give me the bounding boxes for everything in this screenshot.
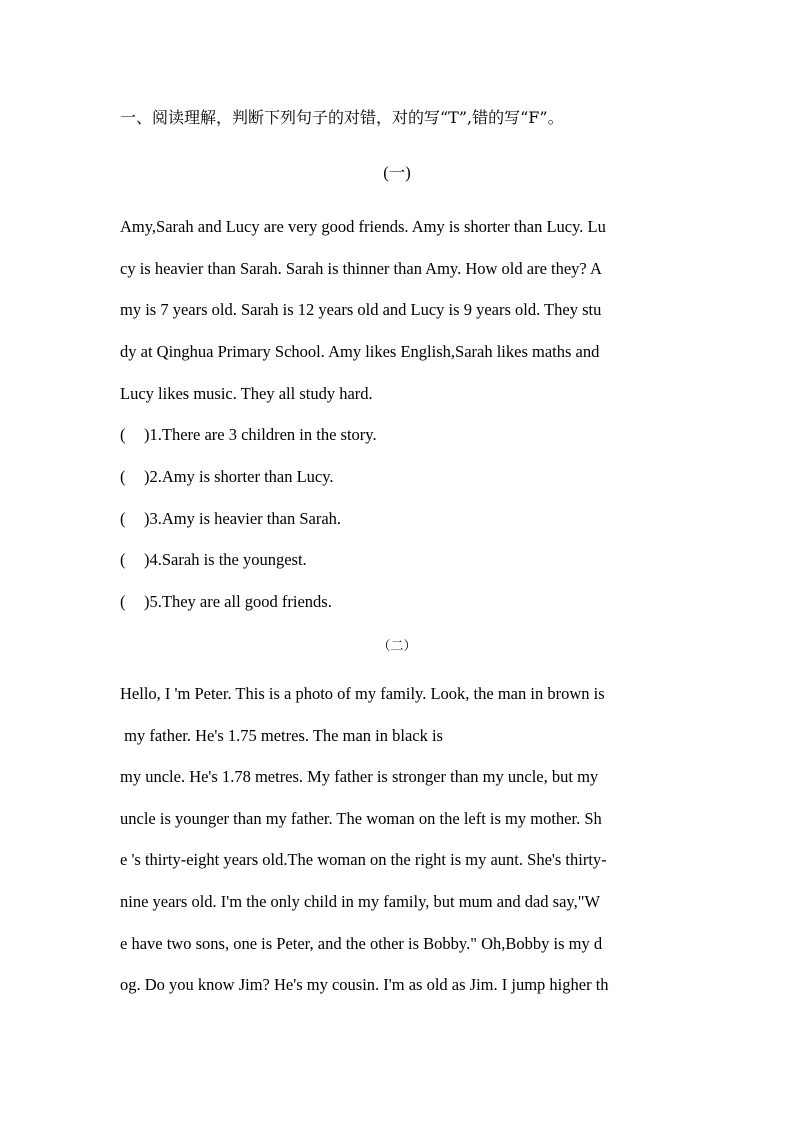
passage-one-line-1: Amy,Sarah and Lucy are very good friends. Amy is shorter than Lucy. Lu (120, 217, 606, 236)
question-5 (120, 591, 332, 613)
question-text: 5.They are all good friends. (149, 592, 332, 611)
answer-blank-close: ) (144, 592, 150, 611)
passage-two-line-6: nine years old. I'm the only child in my family, but mum and dad say,"W (120, 892, 601, 911)
part-two-label: （二） (377, 639, 417, 654)
question-text: 3.Amy is heavier than Sarah. (149, 509, 342, 528)
question-text: 2.Amy is shorter than Lucy. (149, 467, 334, 486)
answer-blank-open[interactable]: ( (120, 467, 126, 486)
passage-two-line-8: og. Do you know Jim? He's my cousin. I'm as old as Jim. I jump higher th (120, 975, 609, 994)
section-heading: 一、阅读理解，判断下列句子的对错，对的写“T”,错的写“F”。 (120, 108, 564, 127)
answer-blank-close: ) (144, 550, 150, 569)
question-4 (120, 549, 307, 571)
answer-blank-open[interactable]: ( (120, 425, 126, 444)
passage-two-line-5: e 's thirty-eight years old.The woman on the right is my aunt. She's thirty- (120, 850, 607, 869)
passage-one-line-5: Lucy likes music. They all study hard. (120, 384, 373, 403)
passage-two-line-1: Hello, I 'm Peter. This is a photo of my family. Look, the man in brown is (120, 684, 605, 703)
question-text: 4.Sarah is the youngest. (149, 550, 307, 569)
passage-one-line-2: cy is heavier than Sarah. Sarah is thinner than Amy. How old are they? A (120, 259, 602, 278)
passage-two-line-3: my uncle. He's 1.78 metres. My father is stronger than my uncle, but my (120, 767, 599, 786)
passage-one-line-3: my is 7 years old. Sarah is 12 years old and Lucy is 9 years old. They stu (120, 300, 602, 319)
part-one-label: (一) (383, 163, 411, 182)
answer-blank-open[interactable]: ( (120, 550, 126, 569)
answer-blank-open[interactable]: ( (120, 592, 126, 611)
passage-one-line-4: dy at Qinghua Primary School. Amy likes English,Sarah likes maths and (120, 342, 600, 361)
passage-two-line-7: e have two sons, one is Peter, and the other is Bobby." Oh,Bobby is my d (120, 934, 603, 953)
question-1 (120, 424, 377, 446)
answer-blank-open[interactable]: ( (120, 509, 126, 528)
question-text: 1.There are 3 children in the story. (149, 425, 377, 444)
question-2 (120, 466, 334, 488)
passage-two-line-2: my father. He's 1.75 metres. The man in black is (120, 726, 443, 745)
answer-blank-close: ) (144, 467, 150, 486)
answer-blank-close: ) (144, 425, 150, 444)
answer-blank-close: ) (144, 509, 150, 528)
passage-two-line-4: uncle is younger than my father. The woman on the left is my mother. Sh (120, 809, 602, 828)
question-3 (120, 508, 341, 530)
